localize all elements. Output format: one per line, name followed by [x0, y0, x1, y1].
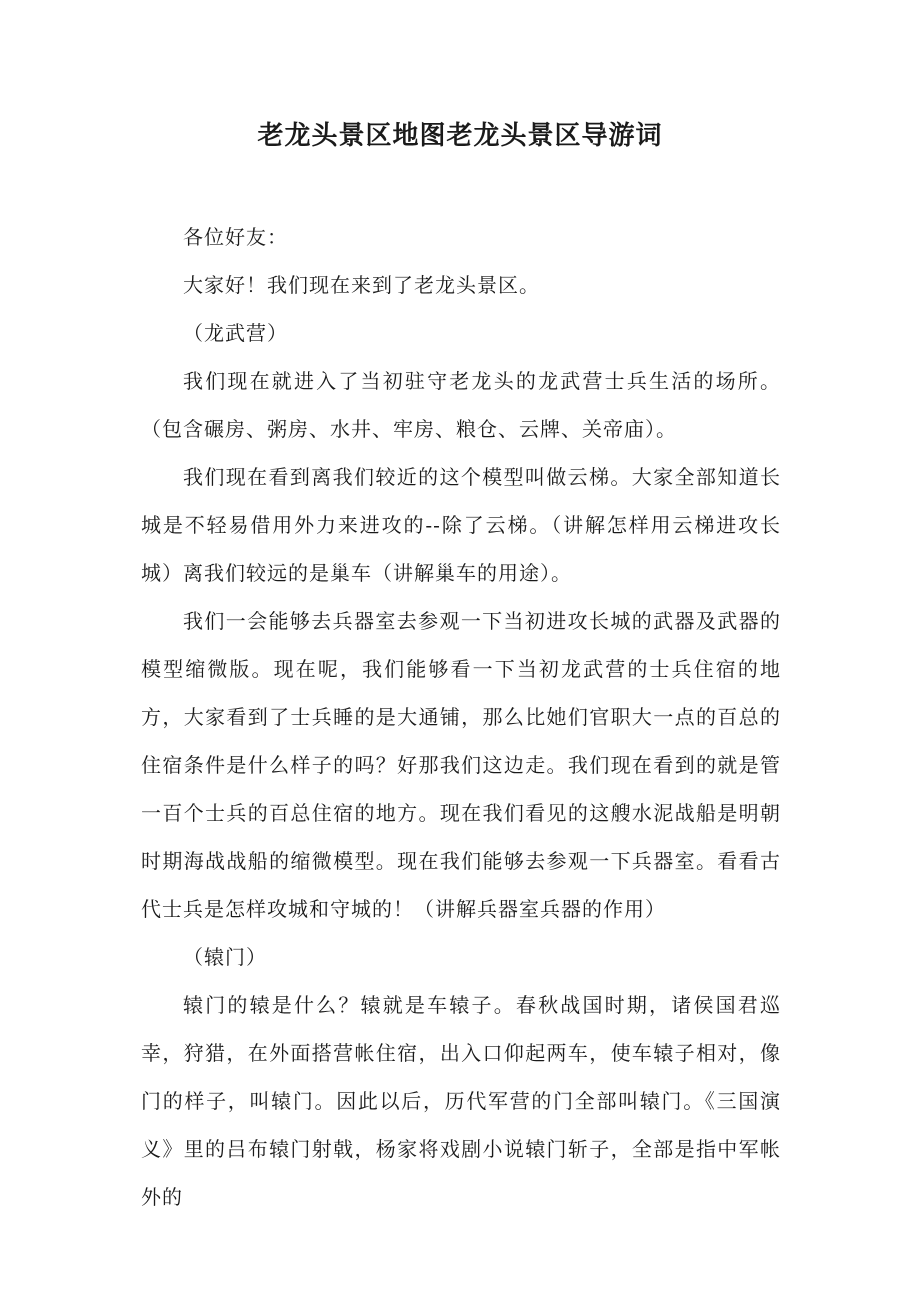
section-heading-yuanmen: （辕门）	[183, 945, 267, 969]
paragraph: 我们现在就进入了当初驻守老龙头的龙武营士兵生活的场所。（包含碾房、粥房、水井、牢房、粮仓、云牌、关帝庙）。	[141, 369, 781, 441]
section-heading-longwuying: （龙武营）	[183, 321, 288, 345]
paragraph: 我们现在看到离我们较近的这个模型叫做云梯。大家全部知道长城是不轻易借用外力来进攻的--除了云梯。（讲解怎样用云梯进攻长城）离我们较远的是巢车（讲解巢车的用途）。	[141, 465, 781, 585]
paragraph: 辕门的辕是什么？辕就是车辕子。春秋战国时期，诸侯国君巡幸，狩猎，在外面搭营帐住宿，出入口仰起两车，使车辕子相对，像门的样子，叫辕门。因此以后，历代军营的门全部叫辕门。《三国演义》里的吕布辕门射戟，杨家将戏剧小说辕门斩子，全部是指中军帐外的	[141, 993, 781, 1209]
paragraph: 我们一会能够去兵器室去参观一下当初进攻长城的武器及武器的模型缩微版。现在呢，我们能够看一下当初龙武营的士兵住宿的地方，大家看到了士兵睡的是大通铺，那么比她们官职大一点的百总的住宿条件是什么样子的吗？好那我们这边走。我们现在看到的就是管一百个士兵的百总住宿的地方。现在我们看见的这艘水泥战船是明朝时期海战战船的缩微模型。现在我们能够去参观一下兵器室。看看古代士兵是怎样攻城和守城的！（讲解兵器室兵器的作用）	[141, 609, 781, 921]
welcome-line: 大家好！我们现在来到了老龙头景区。	[183, 273, 540, 297]
document-title: 老龙头景区地图老龙头景区导游词	[257, 121, 663, 151]
greeting-line: 各位好友：	[183, 225, 288, 249]
document-body	[141, 213, 781, 1221]
